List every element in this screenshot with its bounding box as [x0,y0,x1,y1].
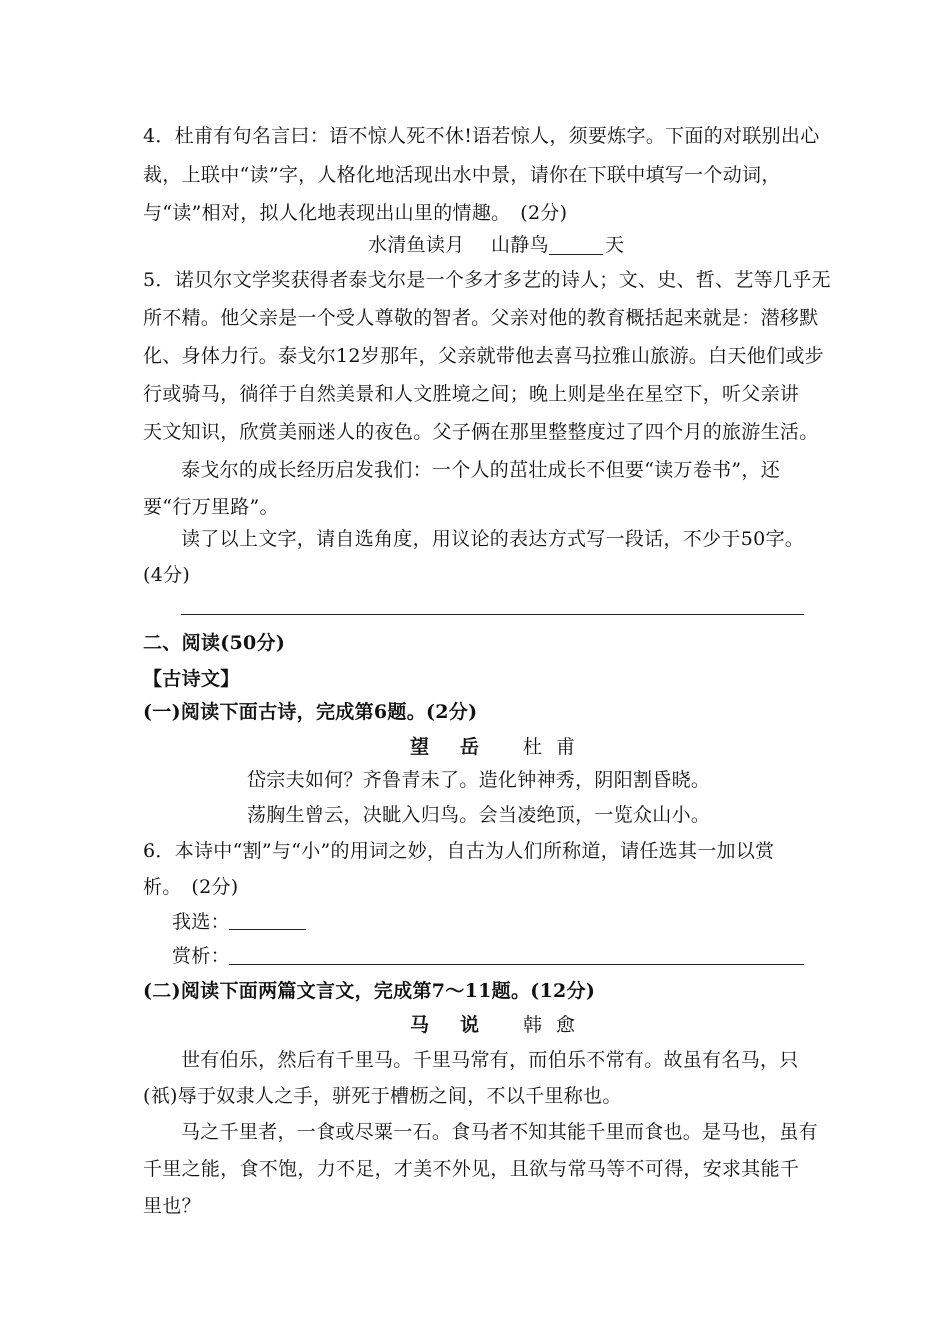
part2-title: (二)阅读下面两篇文言文，完成第7～11题。(12分) [143,980,596,1002]
essay-para2-line-3: 里也？ [143,1195,201,1217]
q5-answer-line[interactable] [181,614,804,615]
q5-para3-line-1: 读了以上文字，请自选角度，用议论的表达方式写一段话，不少于50字。 [181,528,805,550]
essay-para1-line-2: (祇)辱于奴隶人之手，骈死于槽枥之间，不以千里称也。 [143,1085,622,1107]
choose-label: 我选： [172,911,230,933]
q5-para2-line-1: 泰戈尔的成长经历启发我们：一个人的茁壮成长不但要“读万卷书”，还 [181,459,781,481]
part1-title: (一)阅读下面古诗，完成第6题。(2分) [143,701,478,723]
q4-line-1: 4．杜甫有句名言曰：语不惊人死不休!语若惊人，须要炼字。下面的对联别出心 [143,125,820,147]
essay-para1-line-1: 世有伯乐，然后有千里马。千里马常有，而伯乐不常有。故虽有名马，只 [181,1049,799,1071]
q5-para2-line-2: 要“行万里路”。 [143,496,279,518]
analysis-answer-line[interactable] [229,964,804,965]
q5-line-2: 所不精。他父亲是一个受人尊敬的智者。父亲对他的教育概括起来就是：潜移默 [143,307,819,329]
couplet-upper: 水清鱼读月 [368,234,465,256]
essay-para2-line-2: 千里之能，食不饱，力不足，才美不外见，且欲与常马等不可得，安求其能千 [143,1158,800,1180]
q4-line-3: 与“读”相对，拟人化地表现出山里的情趣。 (2分) [143,202,568,224]
q6-line-2: 析。 (2分) [143,876,239,898]
q4-line-2: 裁，上联中“读”字，人格化地活现出水中景，请你在下联中填写一个动词， [143,164,781,186]
section-subtitle: 【古诗文】 [143,668,240,690]
couplet-lower-suffix: 天 [605,234,625,256]
couplet-answer-blank[interactable] [549,254,603,255]
section-title: 二、阅读(50分) [143,632,286,654]
couplet-lower-prefix: 山静鸟 [491,234,549,256]
q6-line-1: 6．本诗中“割”与“小”的用词之妙，自古为人们所称道，请任选其一加以赏 [143,840,775,862]
q5-para3-line-2: (4分) [143,564,191,586]
essay-para2-line-1: 马之千里者，一食或尽粟一石。食马者不知其能千里而食也。是马也，虽有 [181,1121,818,1143]
q5-line-5: 天文知识，欣赏美丽迷人的夜色。父子俩在那里整整度过了四个月的旅游生活。 [143,421,819,443]
analysis-label: 赏析： [172,945,230,967]
poem-line-1: 岱宗夫如何？齐鲁青未了。造化钟神秀，阴阳割昏晓。 [247,769,711,791]
essay-title: 马 说 [410,1014,486,1036]
poem-title: 望 岳 [410,736,486,758]
essay-author: 韩 愈 [523,1014,580,1036]
q5-line-1: 5．诺贝尔文学奖获得者泰戈尔是一个多才多艺的诗人；文、史、哲、艺等几乎无 [143,269,831,291]
q5-line-4: 行或骑马，徜徉于自然美景和人文胜境之间；晚上则是坐在星空下，听父亲讲 [143,383,800,405]
poem-author: 杜 甫 [523,736,580,758]
choose-answer-line[interactable] [229,929,306,930]
poem-line-2: 荡胸生曾云，决眦入归鸟。会当凌绝顶，一览众山小。 [247,804,711,826]
q5-line-3: 化、身体力行。泰戈尔12岁那年，父亲就带他去喜马拉雅山旅游。白天他们或步 [143,345,824,367]
